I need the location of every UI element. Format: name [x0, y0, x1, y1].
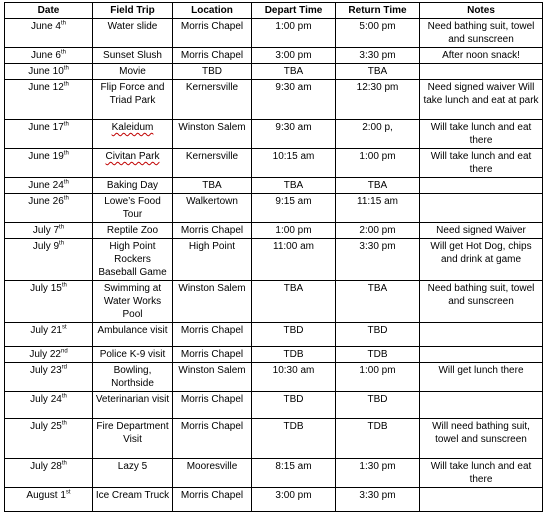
date-cell: July 24th	[5, 392, 93, 419]
return-cell: 12:30 pm	[336, 80, 420, 120]
table-row	[5, 120, 543, 149]
notes-cell: Will get Hot Dog, chips and drink at game	[420, 239, 543, 281]
header-location: Location	[173, 3, 252, 19]
date-cell: June 17th	[5, 120, 93, 149]
depart-cell: 1:00 pm	[252, 223, 336, 239]
location-cell: TBD	[173, 64, 252, 80]
location-cell: Kernersville	[173, 149, 252, 178]
trip-cell: Civitan Park	[93, 149, 173, 178]
trip-cell: Water slide	[93, 19, 173, 48]
date-cell: July 23rd	[5, 363, 93, 392]
notes-cell: Will take lunch and eat there	[420, 149, 543, 178]
return-cell: TBD	[336, 392, 420, 419]
notes-cell	[420, 392, 543, 419]
date-cell: June 12th	[5, 80, 93, 120]
location-cell: Winston Salem	[173, 120, 252, 149]
location-cell: Morris Chapel	[173, 48, 252, 64]
location-cell: Winston Salem	[173, 363, 252, 392]
location-cell: High Point	[173, 239, 252, 281]
return-cell: TDB	[336, 347, 420, 363]
location-cell: Morris Chapel	[173, 19, 252, 48]
return-cell: 1:00 pm	[336, 363, 420, 392]
trip-cell: Police K-9 visit	[93, 347, 173, 363]
notes-cell: Need bathing suit, towel and sunscreen	[420, 19, 543, 48]
return-cell: TBA	[336, 178, 420, 194]
notes-cell	[420, 488, 543, 512]
location-cell: Morris Chapel	[173, 419, 252, 459]
header-depart-time: Depart Time	[252, 3, 336, 19]
notes-cell: Will need bathing suit, towel and sunscreen	[420, 419, 543, 459]
location-cell: Winston Salem	[173, 281, 252, 323]
return-cell: 1:30 pm	[336, 459, 420, 488]
notes-cell: Will take lunch and eat there	[420, 459, 543, 488]
notes-cell: Need signed waiver Will take lunch and eat at park	[420, 80, 543, 120]
return-cell: 3:30 pm	[336, 48, 420, 64]
depart-cell: 9:15 am	[252, 194, 336, 223]
date-cell: June 10th	[5, 64, 93, 80]
table-row	[5, 178, 543, 194]
depart-cell: TBA	[252, 178, 336, 194]
location-cell: Morris Chapel	[173, 223, 252, 239]
notes-cell	[420, 64, 543, 80]
table-row	[5, 194, 543, 223]
date-cell: July 7th	[5, 223, 93, 239]
notes-cell: After noon snack!	[420, 48, 543, 64]
table-row	[5, 149, 543, 178]
depart-cell: TBD	[252, 392, 336, 419]
table-row	[5, 363, 543, 392]
notes-cell: Will get lunch there	[420, 363, 543, 392]
date-cell: July 9th	[5, 239, 93, 281]
table-row	[5, 48, 543, 64]
trip-cell: Sunset Slush	[93, 48, 173, 64]
date-cell: June 26th	[5, 194, 93, 223]
header-row	[5, 3, 543, 19]
return-cell: TBA	[336, 281, 420, 323]
table-row	[5, 19, 543, 48]
table-row	[5, 459, 543, 488]
return-cell: TBA	[336, 64, 420, 80]
table-row	[5, 223, 543, 239]
return-cell: 1:00 pm	[336, 149, 420, 178]
depart-cell: TDB	[252, 347, 336, 363]
depart-cell: 3:00 pm	[252, 488, 336, 512]
date-cell: July 28th	[5, 459, 93, 488]
date-cell: July 15th	[5, 281, 93, 323]
depart-cell: 1:00 pm	[252, 19, 336, 48]
trip-cell: Lazy 5	[93, 459, 173, 488]
trip-cell: Lowe’s Food Tour	[93, 194, 173, 223]
table-row	[5, 419, 543, 459]
depart-cell: 8:15 am	[252, 459, 336, 488]
date-cell: June 6th	[5, 48, 93, 64]
trip-cell: High Point Rockers Baseball Game	[93, 239, 173, 281]
trip-cell: Swimming at Water Works Pool	[93, 281, 173, 323]
table-row	[5, 64, 543, 80]
trip-cell: Kaleidum	[93, 120, 173, 149]
return-cell: TBD	[336, 323, 420, 347]
trip-cell: Movie	[93, 64, 173, 80]
location-cell: Morris Chapel	[173, 392, 252, 419]
depart-cell: 3:00 pm	[252, 48, 336, 64]
notes-cell: Need signed Waiver	[420, 223, 543, 239]
depart-cell: TBD	[252, 323, 336, 347]
return-cell: TDB	[336, 419, 420, 459]
trip-cell: Reptile Zoo	[93, 223, 173, 239]
header-return-time: Return Time	[336, 3, 420, 19]
notes-cell: Need bathing suit, towel and sunscreen	[420, 281, 543, 323]
date-cell: July 21st	[5, 323, 93, 347]
depart-cell: 10:30 am	[252, 363, 336, 392]
location-cell: Mooresville	[173, 459, 252, 488]
return-cell: 3:30 pm	[336, 488, 420, 512]
table-row	[5, 392, 543, 419]
depart-cell: TDB	[252, 419, 336, 459]
location-cell: Morris Chapel	[173, 323, 252, 347]
location-cell: Morris Chapel	[173, 347, 252, 363]
trip-cell: Ambulance visit	[93, 323, 173, 347]
notes-cell: Will take lunch and eat there	[420, 120, 543, 149]
table-row	[5, 488, 543, 512]
trip-cell: Bowling, Northside	[93, 363, 173, 392]
date-cell: July 22nd	[5, 347, 93, 363]
notes-cell	[420, 347, 543, 363]
return-cell: 2:00 pm	[336, 223, 420, 239]
return-cell: 11:15 am	[336, 194, 420, 223]
table-row	[5, 323, 543, 347]
location-cell: TBA	[173, 178, 252, 194]
date-cell: August 1st	[5, 488, 93, 512]
date-cell: June 19th	[5, 149, 93, 178]
return-cell: 2:00 p,	[336, 120, 420, 149]
location-cell: Morris Chapel	[173, 488, 252, 512]
header-field-trip: Field Trip	[93, 3, 173, 19]
depart-cell: 11:00 am	[252, 239, 336, 281]
table-row	[5, 281, 543, 323]
depart-cell: TBA	[252, 64, 336, 80]
trip-cell: Veterinarian visit	[93, 392, 173, 419]
trip-cell: Ice Cream Truck	[93, 488, 173, 512]
return-cell: 5:00 pm	[336, 19, 420, 48]
trip-cell: Baking Day	[93, 178, 173, 194]
depart-cell: TBA	[252, 281, 336, 323]
date-cell: June 24th	[5, 178, 93, 194]
location-cell: Kernersville	[173, 80, 252, 120]
date-cell: July 25th	[5, 419, 93, 459]
depart-cell: 10:15 am	[252, 149, 336, 178]
date-cell: June 4th	[5, 19, 93, 48]
table-row	[5, 239, 543, 281]
return-cell: 3:30 pm	[336, 239, 420, 281]
table-row	[5, 347, 543, 363]
trip-cell: Flip Force and Triad Park	[93, 80, 173, 120]
notes-cell	[420, 194, 543, 223]
location-cell: Walkertown	[173, 194, 252, 223]
header-notes: Notes	[420, 3, 543, 19]
depart-cell: 9:30 am	[252, 120, 336, 149]
notes-cell	[420, 178, 543, 194]
field-trip-schedule-table	[4, 2, 543, 512]
table-row	[5, 80, 543, 120]
schedule-body	[5, 19, 543, 512]
notes-cell	[420, 323, 543, 347]
header-date: Date	[5, 3, 93, 19]
trip-cell: Fire Department Visit	[93, 419, 173, 459]
depart-cell: 9:30 am	[252, 80, 336, 120]
